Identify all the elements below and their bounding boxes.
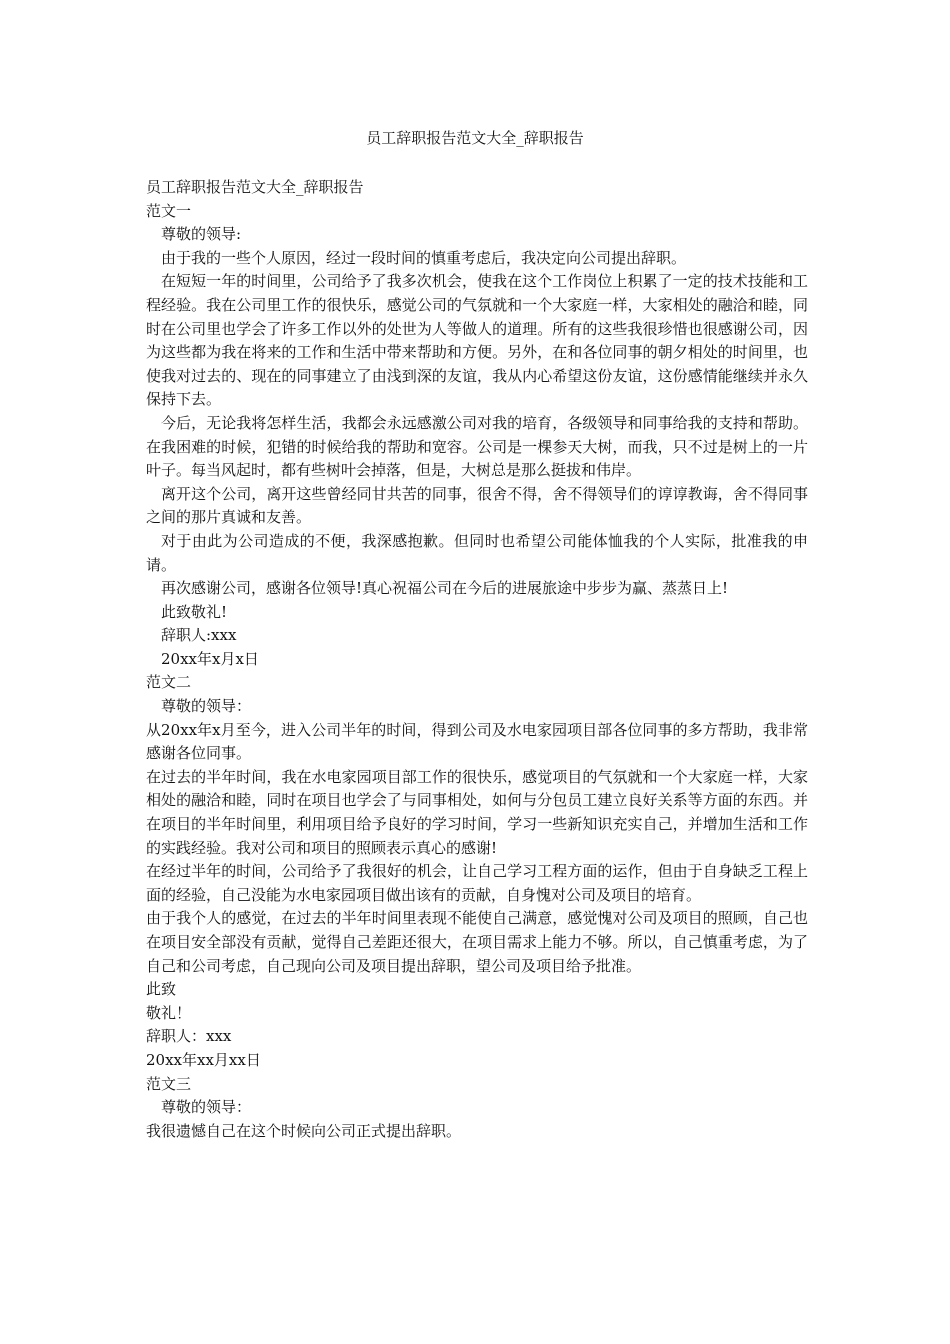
paragraph: 由于我个人的感觉，在过去的半年时间里表现不能使自己满意，感觉愧对公司及项目的照顾，自己也在项目安全部没有贡献，觉得自己差距还很大，在项目需求上能力不够。所以，自己慎重考虑，为了自己和公司考虑，自己现向公司及项目提出辞职，望公司及项目给予批准。 (146, 909, 808, 975)
paragraph: 对于由此为公司造成的不便，我深感抱歉。但同时也希望公司能体恤我的个人实际，批准我的申请。 (146, 531, 808, 574)
paragraph: 在过去的半年时间，我在水电家园项目部工作的很快乐，感觉项目的气氛就和一个大家庭一样，大家相处的融洽和睦，同时在项目也学会了与同事相处，如何与分包员工建立良好关系等方面的东西。并在项目的半年时间里，利用项目给予良好的学习时间，学习一些新知识充实自己，并增加生活和工作的实践经验。我对公司和项目的照顾表示真心的感谢! (146, 767, 808, 857)
paragraph: 今后，无论我将怎样生活，我都会永远感激公司对我的培育，各级领导和同事给我的支持和帮助。在我困难的时候，犯错的时候给我的帮助和宽容。公司是一棵参天大树，而我，只不过是树上的一片叶子。每当风起时，都有些树叶会掉落，但是，大树总是那么挺拔和伟岸。 (146, 413, 808, 480)
paragraph: 员工辞职报告范文大全_辞职报告 (146, 178, 364, 196)
paragraph: 范文三 (146, 1074, 192, 1093)
document-body (146, 176, 808, 1143)
paragraph: 从20xx年x月至今，进入公司半年的时间，得到公司及水电家园项目部各位同事的多方帮助，我非常感谢各位同事。 (146, 720, 808, 763)
paragraph: 尊敬的领导: (161, 225, 242, 244)
paragraph: 辞职人:xxx (161, 626, 237, 645)
paragraph: 范文二 (146, 673, 192, 692)
page-title: 员工辞职报告范文大全_辞职报告 (366, 129, 584, 147)
paragraph: 再次感谢公司，感谢各位领导!真心祝福公司在今后的进展旅途中步步为赢、蒸蒸日上! (161, 579, 729, 598)
paragraph: 尊敬的领导： (161, 1098, 252, 1117)
paragraph: 尊敬的领导： (161, 697, 252, 716)
paragraph: 我很遗憾自己在这个时候向公司正式提出辞职。 (146, 1121, 462, 1140)
paragraph: 20xx年x月x日 (161, 649, 259, 668)
paragraph: 此致敬礼! (161, 602, 228, 621)
paragraph: 离开这个公司，离开这些曾经同甘共苦的同事，很舍不得，舍不得领导们的谆谆教诲，舍不得同事之间的那片真诚和友善。 (146, 484, 808, 527)
paragraph: 敬礼！ (146, 1003, 192, 1022)
paragraph: 由于我的一些个人原因，经过一段时间的慎重考虑后，我决定向公司提出辞职。 (161, 248, 687, 267)
paragraph: 20xx年xx月xx日 (146, 1050, 261, 1069)
paragraph: 在短短一年的时间里，公司给予了我多次机会，使我在这个工作岗位上积累了一定的技术技能和工程经验。我在公司里工作的很快乐，感觉公司的气氛就和一个大家庭一样，大家相处的融洽和睦，同时在公司里也学会了许多工作以外的处世为人等做人的道理。所有的这些我很珍惜也很感谢公司，因为这些都为我在将来的工作和生活中带来帮助和方便。另外，在和各位同事的朝夕相处的时间里，也使我对过去的、现在的同事建立了由浅到深的友谊，我从内心希望这份友谊，这份感情能继续并永久保持下去。 (146, 272, 808, 409)
paragraph: 辞职人：xxx (146, 1027, 232, 1046)
paragraph: 在经过半年的时间，公司给予了我很好的机会，让自己学习工程方面的运作，但由于自身缺乏工程上面的经验，自己没能为水电家园项目做出该有的贡献，自身愧对公司及项目的培育。 (146, 862, 808, 904)
paragraph: 此致 (146, 980, 177, 999)
paragraph: 范文一 (146, 201, 192, 220)
